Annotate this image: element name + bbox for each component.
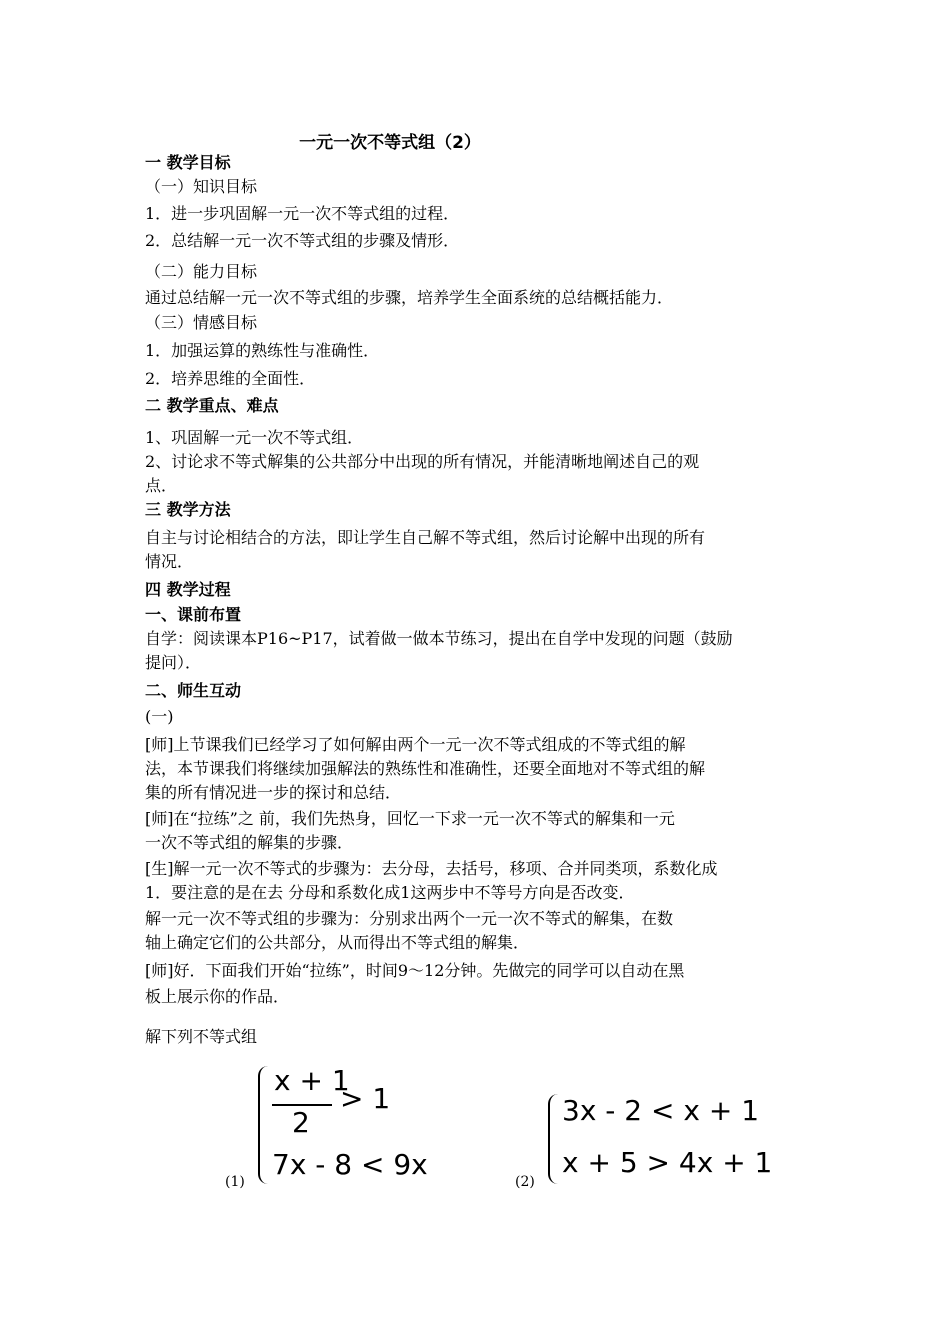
text-line: 通过总结解一元一次不等式组的步骤，培养学生全面系统的总结概括能力． [145, 288, 674, 307]
text-line: 板上展示你的作品． [145, 987, 290, 1006]
text-line: 一次不等式组的解集的步骤． [145, 833, 354, 852]
text-line: 情况． [145, 552, 194, 571]
section-heading: 一、课前布置 [145, 605, 242, 624]
text-line: 解一元一次不等式组的步骤为：分别求出两个一元一次不等式的解集，在数 [145, 909, 674, 928]
text-line: 1．进一步巩固解一元一次不等式组的过程． [145, 204, 460, 223]
text-line: 2．培养思维的全面性． [145, 369, 316, 388]
text-line: [师]好．下面我们开始“拉练”，时间9～12分钟。先做完的同学可以自动在黑 [145, 961, 685, 980]
problem-label-2: (2) [515, 1174, 535, 1190]
text-line: 2、讨论求不等式解集的公共部分中出现的所有情况，并能清晰地阐述自己的观 [145, 452, 700, 471]
text-line: （二）能力目标 [145, 262, 258, 281]
text-line: （三）情感目标 [145, 313, 258, 332]
text-line: [师]在“拉练”之 前，我们先热身，回忆一下求一元一次不等式的解集和一元 [145, 809, 675, 828]
section-heading: 四 教学过程 [145, 580, 231, 599]
text-line: 点． [145, 476, 178, 495]
text-line: 2．总结解一元一次不等式组的步骤及情形． [145, 231, 460, 250]
section-heading: 二 教学重点、难点 [145, 396, 279, 415]
text-line: 自主与讨论相结合的方法，即让学生自己解不等式组，然后讨论解中出现的所有 [145, 528, 706, 547]
text-line: 提问）． [145, 653, 202, 672]
text-line: [师]上节课我们已经学习了如何解由两个一元一次不等式组成的不等式组的解 [145, 735, 686, 754]
inequality-rhs: > 1 [340, 1082, 391, 1115]
text-line: 解下列不等式组 [145, 1027, 258, 1046]
text-line: [生]解一元一次不等式的步骤为：去分母，去括号，移项、合并同类项，系数化成 [145, 859, 718, 878]
text-line: （一）知识目标 [145, 177, 258, 196]
text-line: 轴上确定它们的公共部分，从而得出不等式组的解集． [145, 933, 530, 952]
text-line: 1．要注意的是在去 分母和系数化成1这两步中不等号方向是否改变． [145, 883, 635, 902]
text-line: 法，本节课我们将继续加强解法的熟练性和准确性，还要全面地对不等式组的解 [145, 759, 706, 778]
inequality-line-2: 7x - 8 < 9x [272, 1148, 428, 1181]
brace-1 [258, 1066, 272, 1184]
fraction-denominator: 2 [292, 1106, 310, 1139]
text-line: 1、巩固解一元一次不等式组． [145, 428, 364, 447]
section-heading: 二、师生互动 [145, 681, 242, 700]
text-line: 1．加强运算的熟练性与准确性． [145, 341, 380, 360]
inequality-line-1: 3x - 2 < x + 1 [562, 1094, 760, 1127]
text-line: (一) [145, 707, 174, 726]
section-heading: 一 教学目标 [145, 153, 231, 172]
problem-label-1: (1) [225, 1174, 245, 1190]
fraction-numerator: x + 1 [274, 1064, 350, 1097]
inequality-line-2: x + 5 > 4x + 1 [562, 1146, 773, 1179]
text-line: 自学：阅读课本P16~P17，试着做一做本节练习，提出在自学中发现的问题（鼓励 [145, 629, 733, 648]
document-title: 一元一次不等式组（2） [299, 133, 481, 153]
brace-2 [548, 1094, 562, 1184]
text-line: 集的所有情况进一步的探讨和总结． [145, 783, 402, 802]
section-heading: 三 教学方法 [145, 500, 231, 519]
